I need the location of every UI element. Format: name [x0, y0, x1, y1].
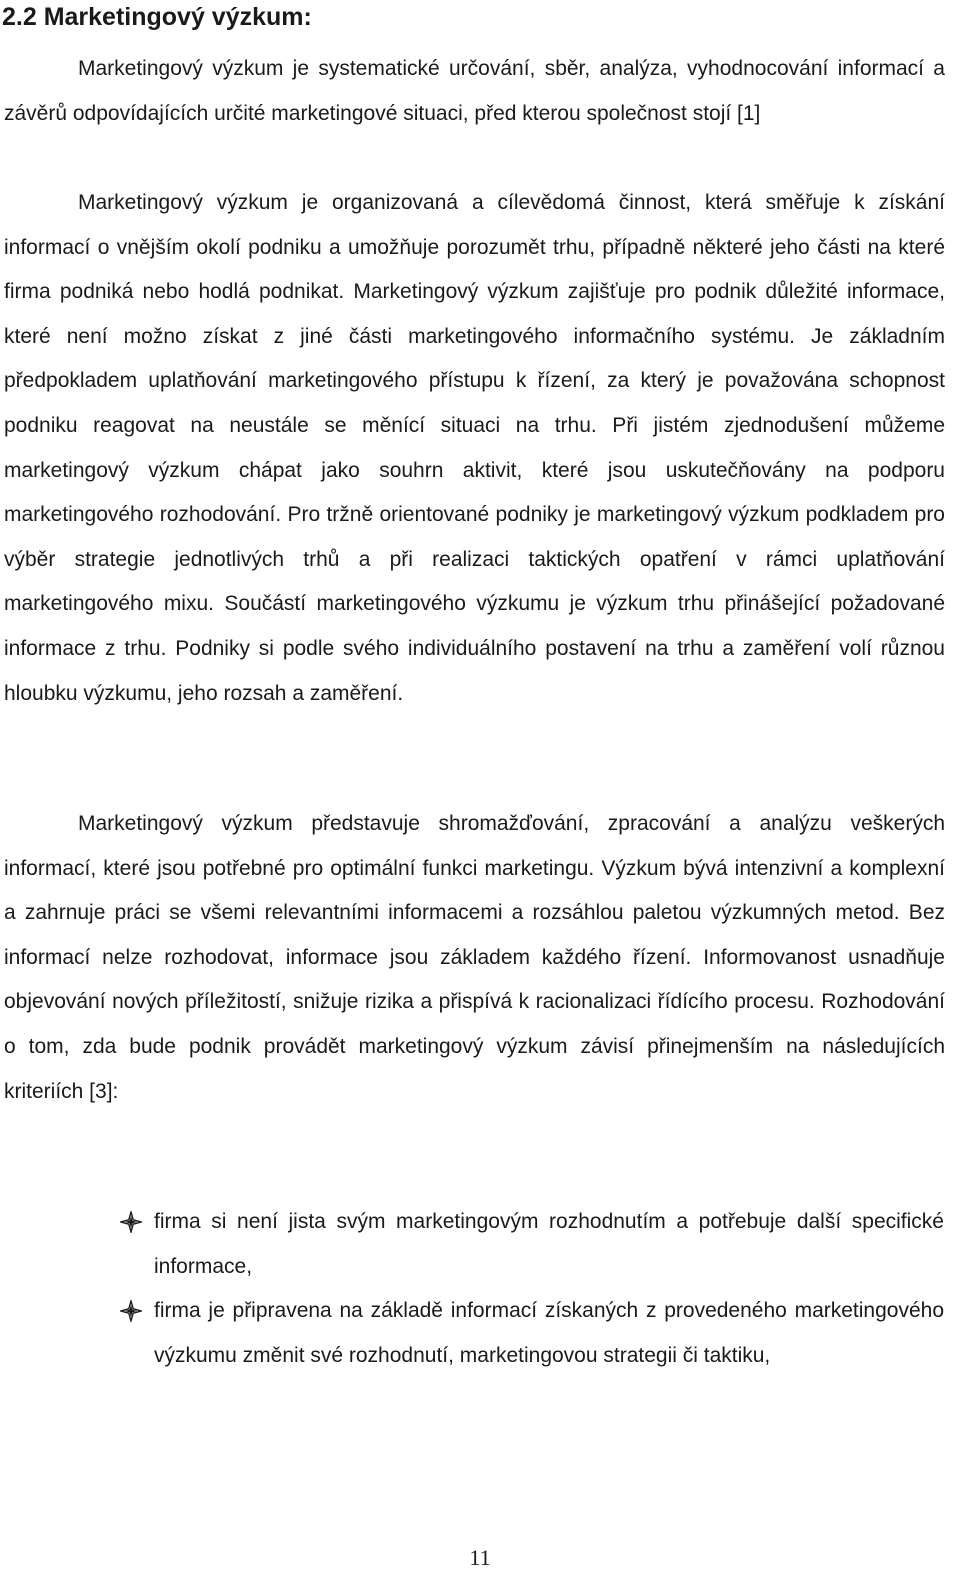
section-heading: 2.2 Marketingový výzkum: [2, 3, 312, 31]
list-item [0, 1289, 944, 1378]
paragraph-definition: Marketingový výzkum je systematické určování, sběr, analýza, vyhodnocování informací a závěrů odpovídajících určité marketingové situaci, před kterou společnost stojí [1] [4, 57, 945, 125]
page-number: 11 [469, 1545, 491, 1570]
paragraph-information-gathering: Marketingový výzkum představuje shromažďování, zpracování a analýzu veškerých informací, které jsou potřebné pro optimální funkci marketingu. Výzkum bývá intenzivní a komplexní a zahrnuje práci se všemi relevantními informacemi a rozsáhlou paletou výzkumných metod. Bez informací nelze rozhodovat, informace jsou základem každého řízení. Informovanost usnadňuje objevování nových příležitostí, snižuje rizika a přispívá k racionalizaci řídícího procesu. Rozhodování o tom, zda bude podnik provádět marketingový výzkum závisí přinejmenším na následujících kriteriích [3]: [4, 812, 945, 1103]
diamond-bullet-icon [120, 1211, 142, 1233]
criteria-list [0, 1200, 960, 1378]
list-item-text: firma si není jista svým marketingovým rozhodnutím a potřebuje další specifické informace, [154, 1210, 944, 1278]
list-item [0, 1200, 944, 1289]
paragraph-organized-activity: Marketingový výzkum je organizovaná a cílevědomá činnost, která směřuje k získání informací o vnějším okolí podniku a umožňuje porozumět trhu, případně některé jeho části na které firma podniká nebo hodlá podnikat. Marketingový výzkum zajišťuje pro podnik důležité informace, které není možno získat z jiné části marketingového informačního systému. Je základním předpokladem uplatňování marketingového přístupu k řízení, za který je považována schopnost podniku reagovat na neustále se měnící situaci na trhu. Při jistém zjednodušení můžeme marketingový výzkum chápat jako souhrn aktivit, které jsou uskutečňovány na podporu marketingového rozhodování. Pro tržně orientované podniky je marketingový výzkum podkladem pro výběr strategie jednotlivých trhů a při realizaci taktických opatření v rámci uplatňování marketingového mixu. Součástí marketingového výzkumu je výzkum trhu přinášející požadované informace z trhu. Podniky si podle svého individuálního postavení na trhu a zaměření volí různou hloubku výzkumu, jeho rozsah a zaměření. [4, 191, 945, 705]
diamond-bullet-icon [120, 1300, 142, 1322]
list-item-text: firma je připravena na základě informací získaných z provedeného marketingového výzkumu změnit své rozhodnutí, marketingovou strategii či taktiku, [154, 1299, 944, 1367]
